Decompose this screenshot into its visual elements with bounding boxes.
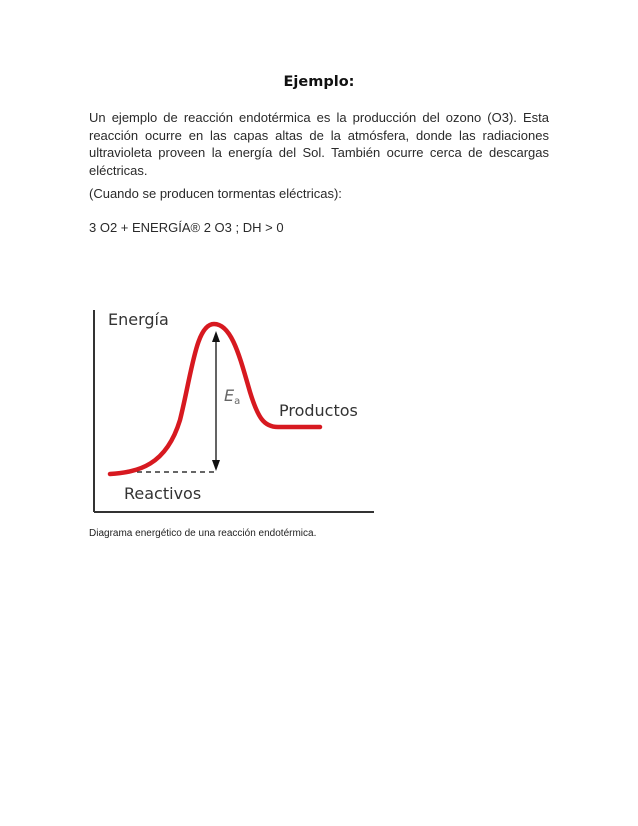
products-label: Productos xyxy=(279,401,358,420)
energy-diagram xyxy=(88,300,380,518)
energy-curve xyxy=(110,324,320,474)
activation-energy-label: Ea xyxy=(224,386,241,407)
arrow-head-up xyxy=(212,331,220,342)
reaction-equation: 3 O2 + ENERGÍA® 2 O3 ; DH > 0 xyxy=(89,220,284,235)
arrow-head-down xyxy=(212,460,220,471)
figure-caption: Diagrama energético de una reacción endotérmica. xyxy=(89,528,317,539)
page-title: Ejemplo: xyxy=(283,74,355,90)
note-text: (Cuando se producen tormentas eléctricas): xyxy=(89,186,342,201)
body-paragraph: Un ejemplo de reacción endotérmica es la producción del ozono (O3). Esta reacción ocurre en las capas altas de la atmósfera, donde las radiaciones ultravioleta proveen la energía del Sol. También ocurre cerca de descargas eléctricas. xyxy=(89,110,549,178)
y-axis-label: Energía xyxy=(108,310,169,329)
reactants-label: Reactivos xyxy=(124,484,202,503)
